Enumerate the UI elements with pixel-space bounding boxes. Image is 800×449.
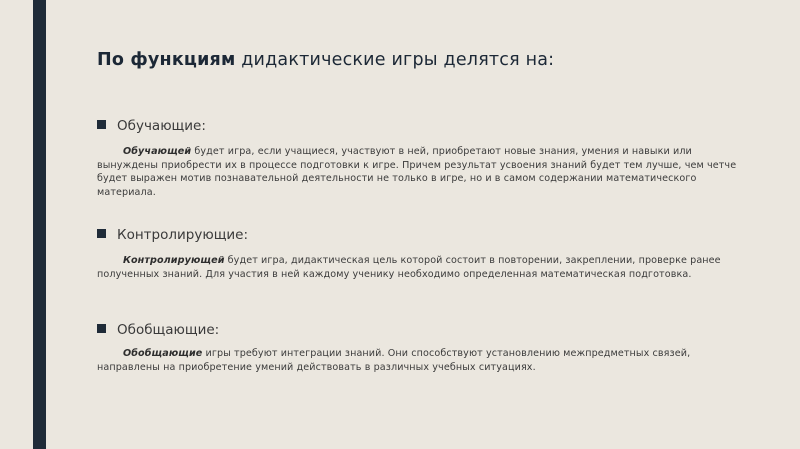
section-heading-text: Обобщающие:: [117, 322, 220, 338]
section-heading: [97, 321, 737, 339]
left-accent-stripe: [33, 0, 46, 449]
section-heading-text: Контролирующие:: [117, 227, 249, 243]
section-term: Обучающей: [123, 146, 192, 157]
square-bullet-icon: [97, 229, 106, 238]
section-description-text: будет игра, дидактическая цель которой состоит в повторении, закреплении, проверке ранее полученных знаний. Для участия в ней каждому ученику необходимо определенная математическая подготовка.: [97, 255, 721, 280]
slide-title-bold: По функциям: [97, 50, 236, 70]
section-description: [97, 347, 737, 374]
section-term: Контролирующей: [123, 255, 225, 266]
section-controlling: [97, 226, 737, 281]
section-description-text: игры требуют интеграции знаний. Они способствуют установлению межпредметных связей, направлены на приобретение умений действовать в различных учебных ситуациях.: [97, 348, 691, 373]
section-term: Обобщающие: [123, 348, 203, 359]
section-teaching: [97, 117, 737, 199]
section-description-text: будет игра, если учащиеся, участвуют в ней, приобретают новые знания, умения и навыки или вынуждены приобрести их в процессе подготовки к игре. Причем результат усвоения знаний будет тем лучше, чем четче будет выражен мотив познавательной деятельности не только в игре, но и в самом содержании математического материала.: [97, 146, 737, 198]
section-description: [97, 254, 737, 281]
section-heading: [97, 226, 737, 244]
square-bullet-icon: [97, 120, 106, 129]
section-heading-text: Обучающие:: [117, 118, 206, 134]
section-description: [97, 145, 737, 199]
slide-title: [97, 48, 757, 72]
section-heading: [97, 117, 737, 135]
square-bullet-icon: [97, 324, 106, 333]
section-generalizing: [97, 321, 737, 374]
slide-title-rest: дидактические игры делятся на:: [235, 50, 555, 70]
